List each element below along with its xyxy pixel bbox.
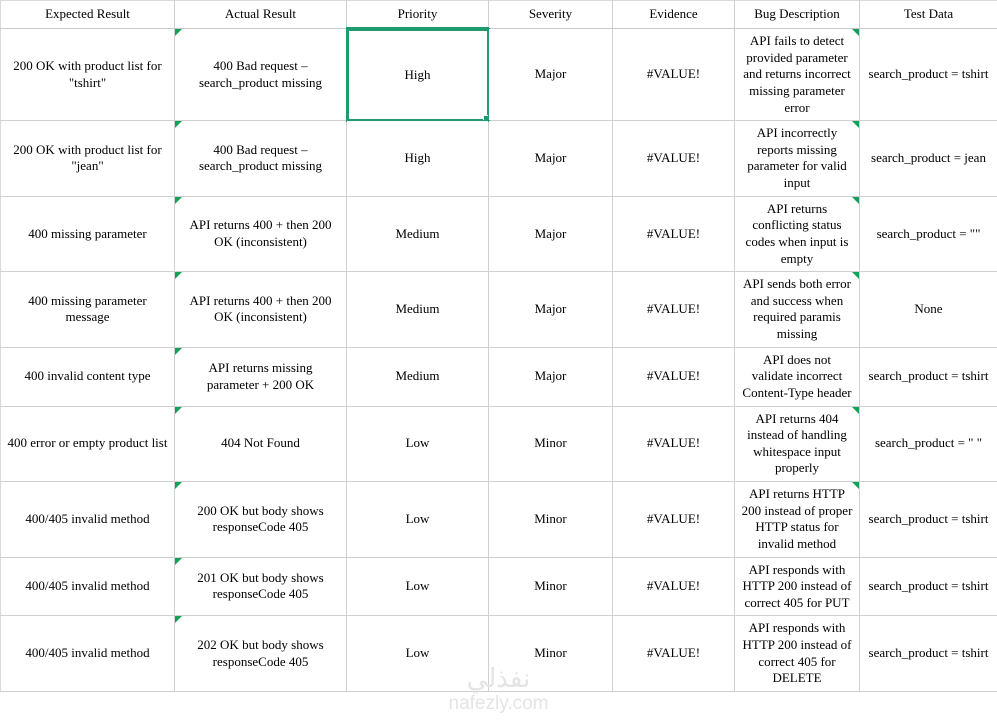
cell-test-data[interactable]: search_product = tshirt [860, 347, 997, 406]
cell-expected-result[interactable]: 400 missing parameter [1, 196, 175, 272]
cell-expected-result[interactable]: 400/405 invalid method [1, 482, 175, 558]
cell-severity[interactable]: Minor [489, 482, 613, 558]
column-header-test-data[interactable]: Test Data [860, 1, 997, 29]
cell-bug-description[interactable]: API responds with HTTP 200 instead of correct 405 for DELETE [735, 616, 860, 692]
cell-priority[interactable]: High [347, 121, 489, 197]
cell-evidence[interactable]: #VALUE! [613, 196, 735, 272]
cell-priority[interactable]: Low [347, 406, 489, 482]
column-header-severity[interactable]: Severity [489, 1, 613, 29]
table-row [1, 29, 997, 121]
cell-bug-description[interactable]: API fails to detect provided parameter and returns incorrect missing parameter error [735, 29, 860, 121]
cell-actual-result[interactable]: 201 OK but body shows responseCode 405 [175, 557, 347, 616]
cell-bug-description[interactable]: API returns HTTP 200 instead of proper HTTP status for invalid method [735, 482, 860, 558]
cell-priority[interactable]: Low [347, 482, 489, 558]
cell-priority[interactable]: Medium [347, 347, 489, 406]
cell-test-data[interactable]: search_product = "" [860, 196, 997, 272]
cell-test-data[interactable]: search_product = " " [860, 406, 997, 482]
table-row [1, 347, 997, 406]
cell-severity[interactable]: Major [489, 272, 613, 348]
column-header-actual-result[interactable]: Actual Result [175, 1, 347, 29]
cell-severity[interactable]: Major [489, 347, 613, 406]
table-row [1, 272, 997, 348]
watermark-latin-text: nafezly.com [448, 693, 549, 715]
cell-actual-result[interactable]: API returns 400 + then 200 OK (inconsistent) [175, 272, 347, 348]
cell-evidence[interactable]: #VALUE! [613, 616, 735, 692]
watermark-arabic-text: نفذلي [466, 663, 531, 694]
cell-test-data[interactable]: search_product = tshirt [860, 482, 997, 558]
column-header-expected-result[interactable]: Expected Result [1, 1, 175, 29]
cell-test-data[interactable]: search_product = tshirt [860, 29, 997, 121]
cell-severity[interactable]: Minor [489, 557, 613, 616]
column-header-evidence[interactable]: Evidence [613, 1, 735, 29]
cell-test-data[interactable]: None [860, 272, 997, 348]
table-row [1, 196, 997, 272]
table-row [1, 482, 997, 558]
table-row [1, 557, 997, 616]
cell-expected-result[interactable]: 400/405 invalid method [1, 557, 175, 616]
table-row [1, 121, 997, 197]
column-header-bug-description[interactable]: Bug Description [735, 1, 860, 29]
cell-bug-description[interactable]: API returns conflicting status codes when input is empty [735, 196, 860, 272]
cell-severity[interactable]: Minor [489, 406, 613, 482]
cell-test-data[interactable]: search_product = tshirt [860, 616, 997, 692]
cell-actual-result[interactable]: 400 Bad request – search_product missing [175, 121, 347, 197]
cell-actual-result[interactable]: API returns missing parameter + 200 OK [175, 347, 347, 406]
cell-expected-result[interactable]: 400 invalid content type [1, 347, 175, 406]
cell-actual-result[interactable]: 200 OK but body shows responseCode 405 [175, 482, 347, 558]
cell-actual-result[interactable]: API returns 400 + then 200 OK (inconsistent) [175, 196, 347, 272]
table-header-row [1, 1, 997, 29]
table-row [1, 406, 997, 482]
cell-evidence[interactable]: #VALUE! [613, 272, 735, 348]
cell-evidence[interactable]: #VALUE! [613, 29, 735, 121]
cell-expected-result[interactable]: 400/405 invalid method [1, 616, 175, 692]
cell-priority[interactable]: High [347, 29, 489, 121]
table-row [1, 616, 997, 692]
cell-evidence[interactable]: #VALUE! [613, 557, 735, 616]
cell-priority[interactable]: Medium [347, 196, 489, 272]
cell-test-data[interactable]: search_product = tshirt [860, 557, 997, 616]
cell-actual-result[interactable]: 404 Not Found [175, 406, 347, 482]
cell-severity[interactable]: Minor [489, 616, 613, 692]
column-header-priority[interactable]: Priority [347, 1, 489, 29]
cell-test-data[interactable]: search_product = jean [860, 121, 997, 197]
cell-actual-result[interactable]: 202 OK but body shows responseCode 405 [175, 616, 347, 692]
cell-evidence[interactable]: #VALUE! [613, 121, 735, 197]
cell-priority[interactable]: Medium [347, 272, 489, 348]
cell-bug-description[interactable]: API does not validate incorrect Content-Type header [735, 347, 860, 406]
cell-priority[interactable]: Low [347, 557, 489, 616]
cell-expected-result[interactable]: 400 missing parameter message [1, 272, 175, 348]
cell-bug-description[interactable]: API sends both error and success when required paramis missing [735, 272, 860, 348]
cell-evidence[interactable]: #VALUE! [613, 347, 735, 406]
cell-evidence[interactable]: #VALUE! [613, 406, 735, 482]
cell-severity[interactable]: Major [489, 196, 613, 272]
cell-expected-result[interactable]: 400 error or empty product list [1, 406, 175, 482]
cell-severity[interactable]: Major [489, 29, 613, 121]
cell-bug-description[interactable]: API returns 404 instead of handling whitespace input properly [735, 406, 860, 482]
cell-evidence[interactable]: #VALUE! [613, 482, 735, 558]
cell-expected-result[interactable]: 200 OK with product list for "jean" [1, 121, 175, 197]
table-body [1, 29, 997, 692]
cell-expected-result[interactable]: 200 OK with product list for "tshirt" [1, 29, 175, 121]
cell-priority[interactable]: Low [347, 616, 489, 692]
cell-bug-description[interactable]: API responds with HTTP 200 instead of correct 405 for PUT [735, 557, 860, 616]
cell-actual-result[interactable]: 400 Bad request – search_product missing [175, 29, 347, 121]
cell-severity[interactable]: Major [489, 121, 613, 197]
cell-bug-description[interactable]: API incorrectly reports missing parameter for valid input [735, 121, 860, 197]
